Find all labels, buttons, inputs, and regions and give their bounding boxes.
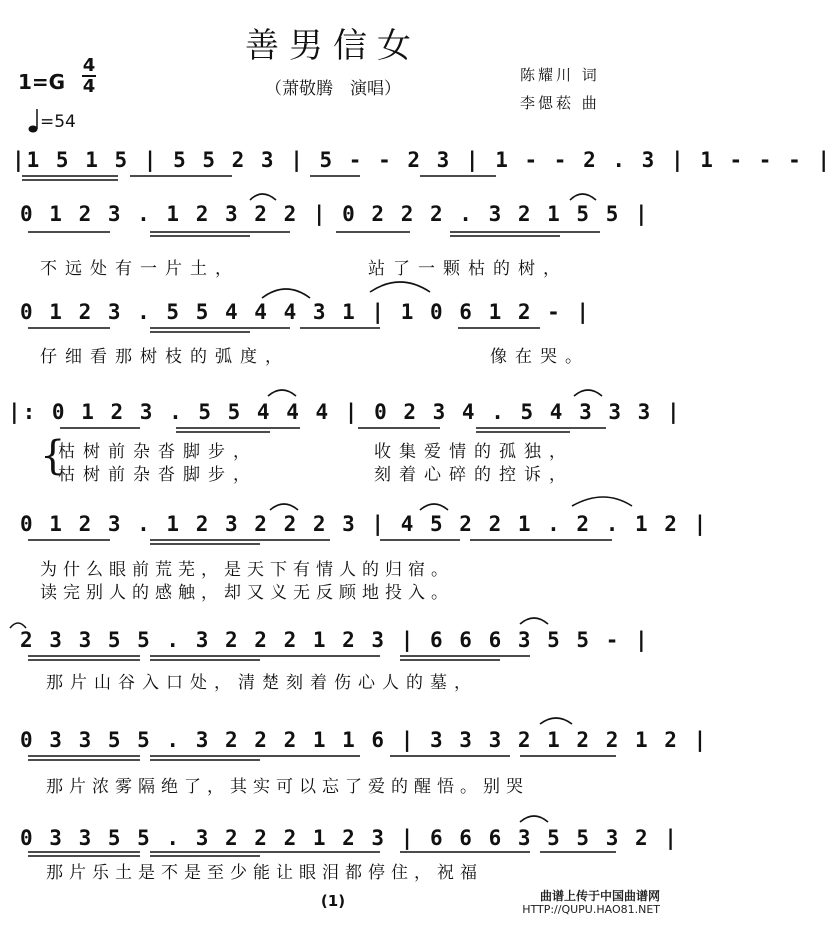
notation-system-4: |: 0 1 2 3 . 5 5 4 4 4 | 0 2 3 4 . 5 4 3 3 3 | — [8, 400, 682, 424]
page-number: (1) — [320, 892, 346, 910]
watermark-line-1: 曲谱上传于中国曲谱网 — [539, 889, 660, 903]
lyric-line: 读完别人的感触，却又义无反顾地投入。 — [40, 583, 454, 603]
lyric-line: 为什么眼前荒芜，是天下有情人的归宿。 — [40, 560, 454, 580]
notation-system-8: 0 3 3 5 5 . 3 2 2 2 1 2 3 | 6 6 6 3 5 5 3 2 | — [20, 826, 679, 850]
lyric-line: 像在哭。 — [490, 347, 590, 367]
lyric-line: 不远处有一片土， — [40, 259, 240, 279]
song-title: 善男信女 — [245, 26, 421, 66]
time-signature-top: 4 — [82, 55, 96, 76]
notation-system-5: 0 1 2 3 . 1 2 3 2 2 2 3 | 4 5 2 2 1 . 2 . 1 2 | — [20, 512, 709, 536]
notation-system-3: 0 1 2 3 . 5 5 4 4 4 3 1 | 1 0 6 1 2 - | — [20, 300, 592, 324]
lyric-line: 那片山谷入口处，清楚刻着伤心人的墓， — [46, 673, 478, 693]
performer-credit: （萧敬腾 演唱） — [265, 79, 401, 99]
notation-system-6: 2 3 3 5 5 . 3 2 2 2 1 2 3 | 6 6 6 3 5 5 - | — [20, 628, 650, 652]
time-signature-bottom: 4 — [82, 76, 96, 97]
watermark — [522, 890, 660, 916]
lyric-line: 仔细看那树枝的弧度， — [40, 347, 290, 367]
watermark-line-2: HTTP://QUPU.HAO81.NET — [522, 903, 660, 916]
notation-system-7: 0 3 3 5 5 . 3 2 2 2 1 1 6 | 3 3 3 2 1 2 2 1 2 | — [20, 728, 709, 752]
notation-system-2: 0 1 2 3 . 1 2 3 2 2 | 0 2 2 2 . 3 2 1 5 5 | — [20, 202, 650, 226]
lyric-line: 枯树前杂沓脚步， — [58, 465, 258, 485]
lyric-line: 那片浓雾隔绝了，其实可以忘了爱的醒悟。别哭 — [46, 777, 529, 797]
lyric-line: 收集爱情的孤独， — [374, 442, 574, 462]
notation-system-1: |1 5 1 5 | 5 5 2 3 | 5 - - 2 3 | 1 - - 2 . 3 | 1 - - - | — [12, 148, 832, 172]
lyric-line: 站了一颗枯的树， — [368, 259, 568, 279]
lyric-line: 刻着心碎的控诉， — [374, 465, 574, 485]
verse-brace: { — [40, 433, 66, 479]
lyric-line: 那片乐土是不是至少能让眼泪都停住，祝福 — [46, 863, 483, 883]
tempo-marking: =54 — [40, 112, 76, 132]
composer-credit: 李偲菘 曲 — [520, 94, 600, 112]
lyricist-credit: 陈耀川 词 — [520, 66, 600, 84]
key-signature: 1=G — [18, 70, 66, 94]
lyric-line: 枯树前杂沓脚步， — [58, 442, 258, 462]
